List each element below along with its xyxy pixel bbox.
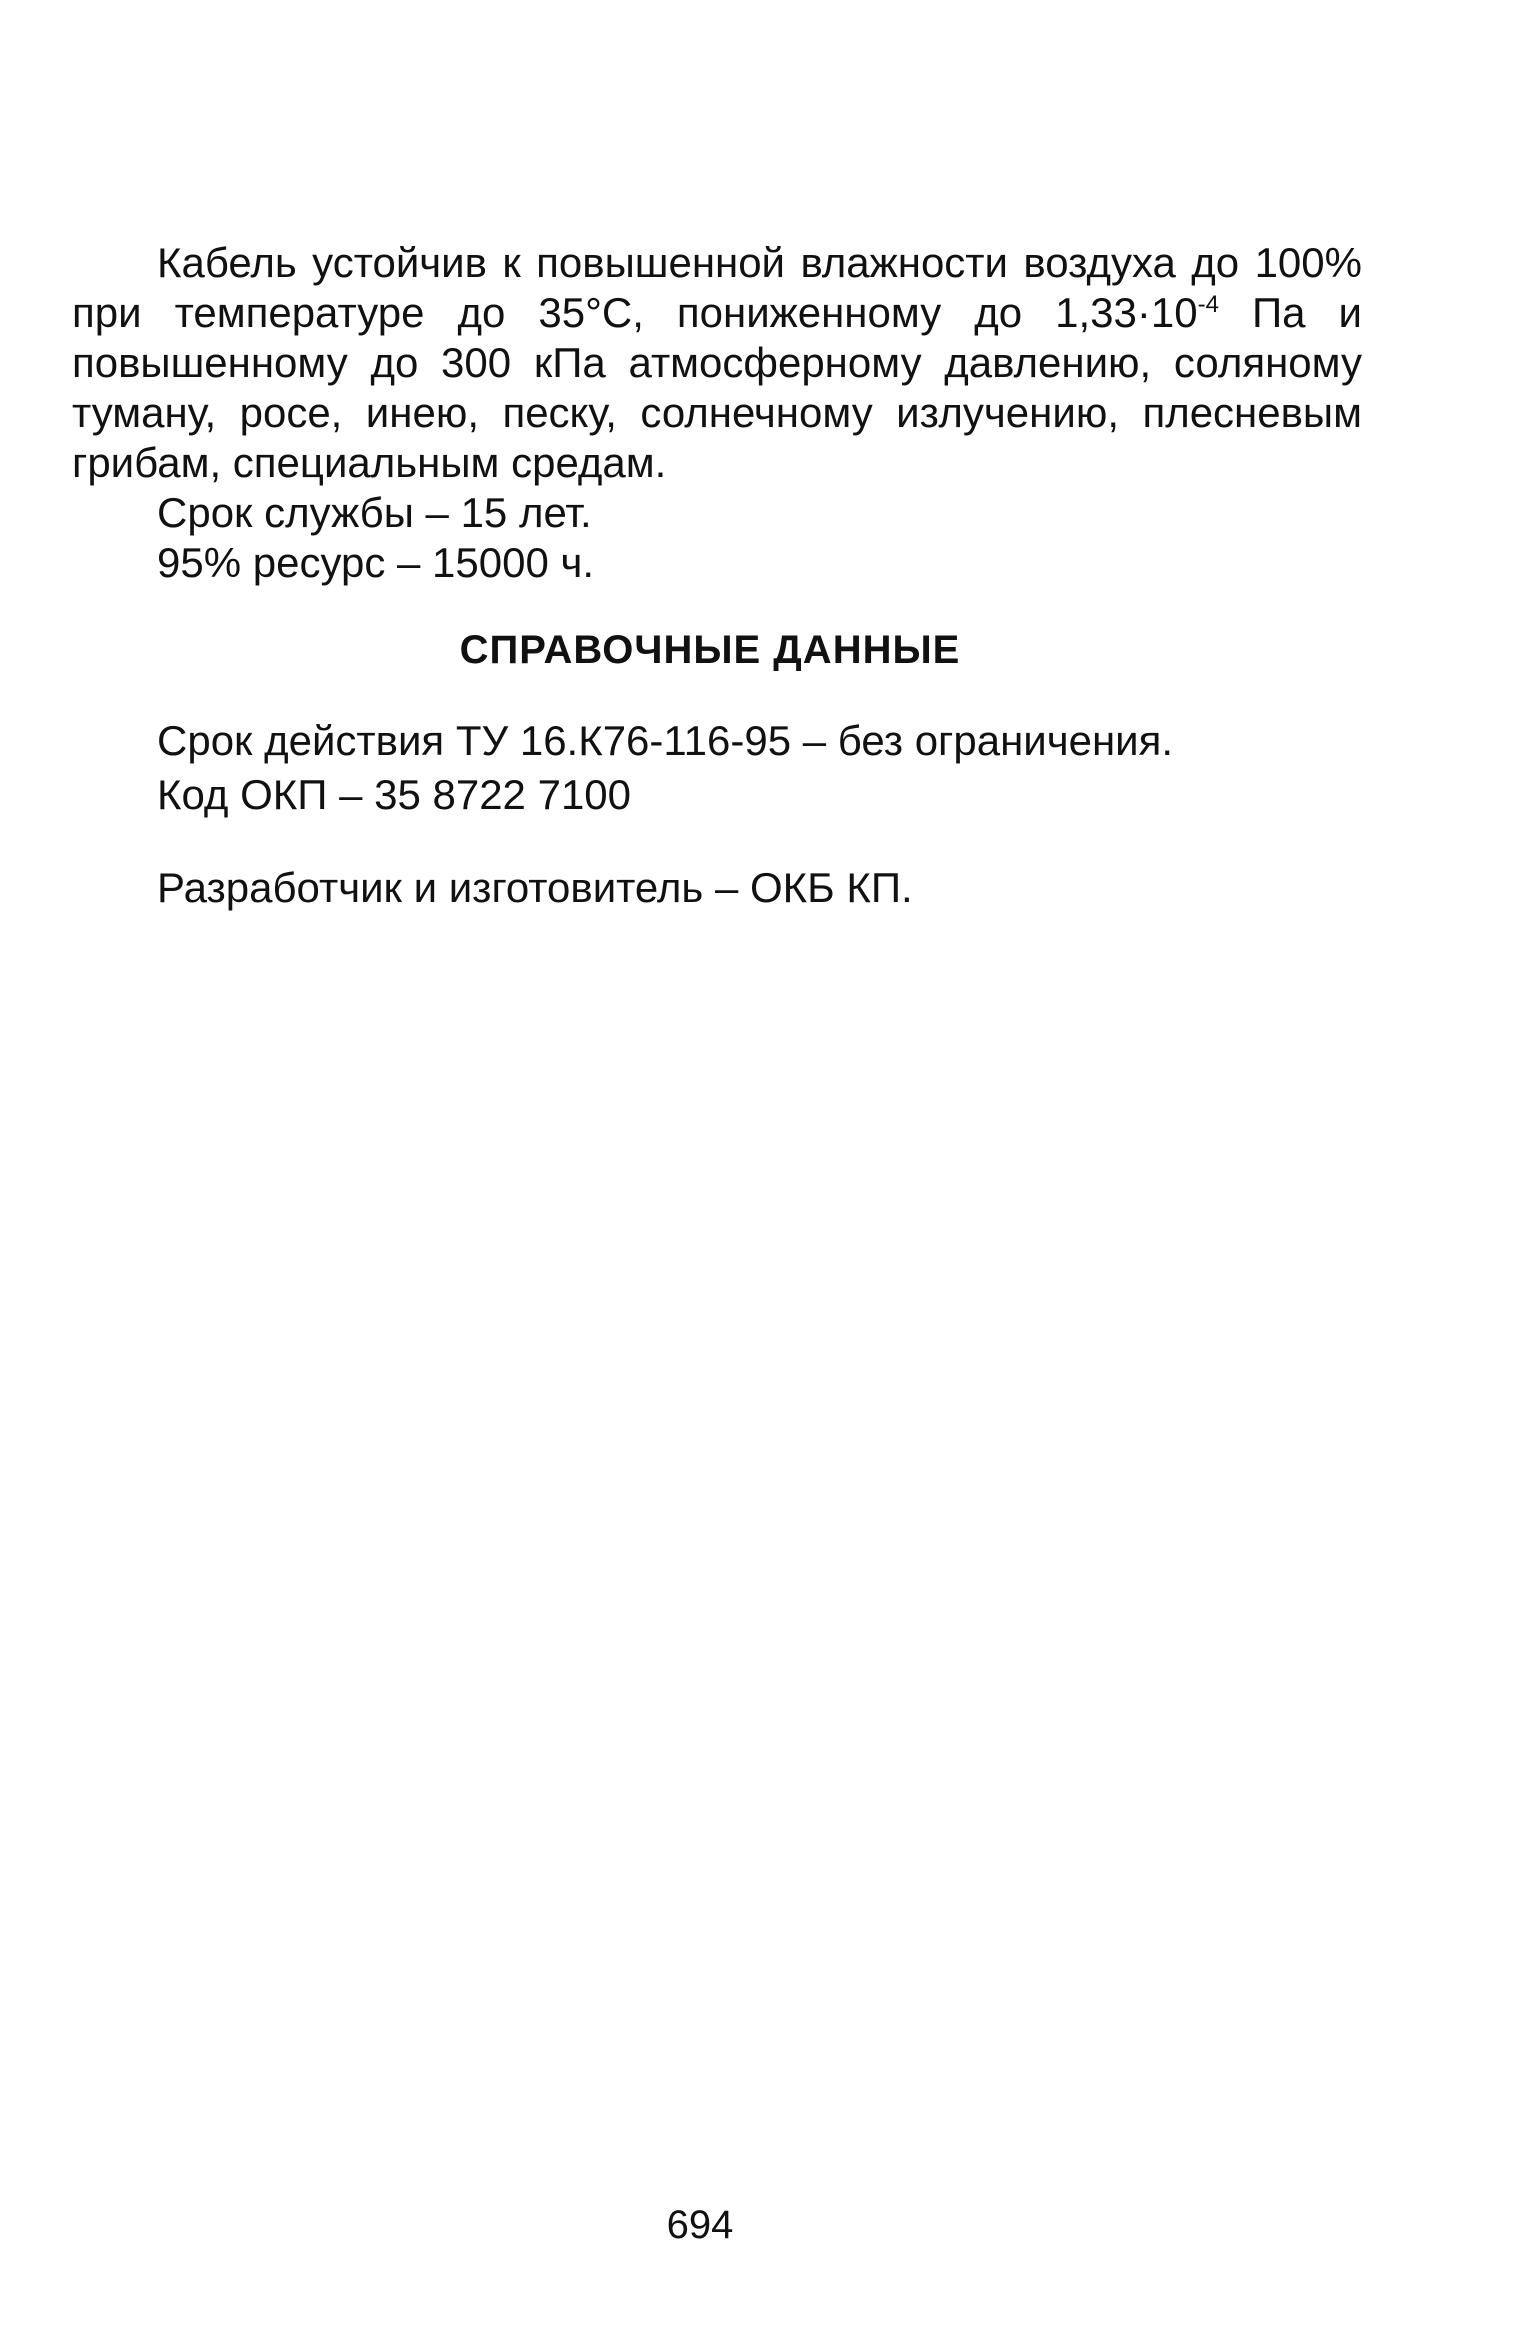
- exponent: -4: [1197, 291, 1219, 318]
- developer-line: Разработчик и изготовитель – ОКБ КП.: [157, 864, 913, 911]
- validity-line: Срок действия ТУ 16.К76-116-95 – без ограничения.: [157, 717, 1174, 764]
- reference-data: [157, 714, 1357, 822]
- paragraph-text-end: Па и повышенному до 300 кПа атмосферному давлению, соляному туману, росе, инею, песку, солнечному излучению, плесневым грибам, специальным средам.: [72, 289, 1362, 486]
- okp-code-line: Код ОКП – 35 8722 7100: [157, 771, 632, 818]
- paragraph-text-start: Кабель устойчив к повышенной влажности воздуха до 100% при температуре до 35°С, пониженному до 1,33·10: [72, 239, 1362, 336]
- resource-line: 95% ресурс – 15000 ч.: [157, 539, 595, 586]
- page-number: 694: [666, 2203, 734, 2247]
- service-life-line: Срок службы – 15 лет.: [157, 489, 592, 536]
- resistance-paragraph: [72, 238, 1362, 488]
- body-text: [72, 238, 1362, 588]
- section-heading: СПРАВОЧНЫЕ ДАННЫЕ: [459, 628, 961, 672]
